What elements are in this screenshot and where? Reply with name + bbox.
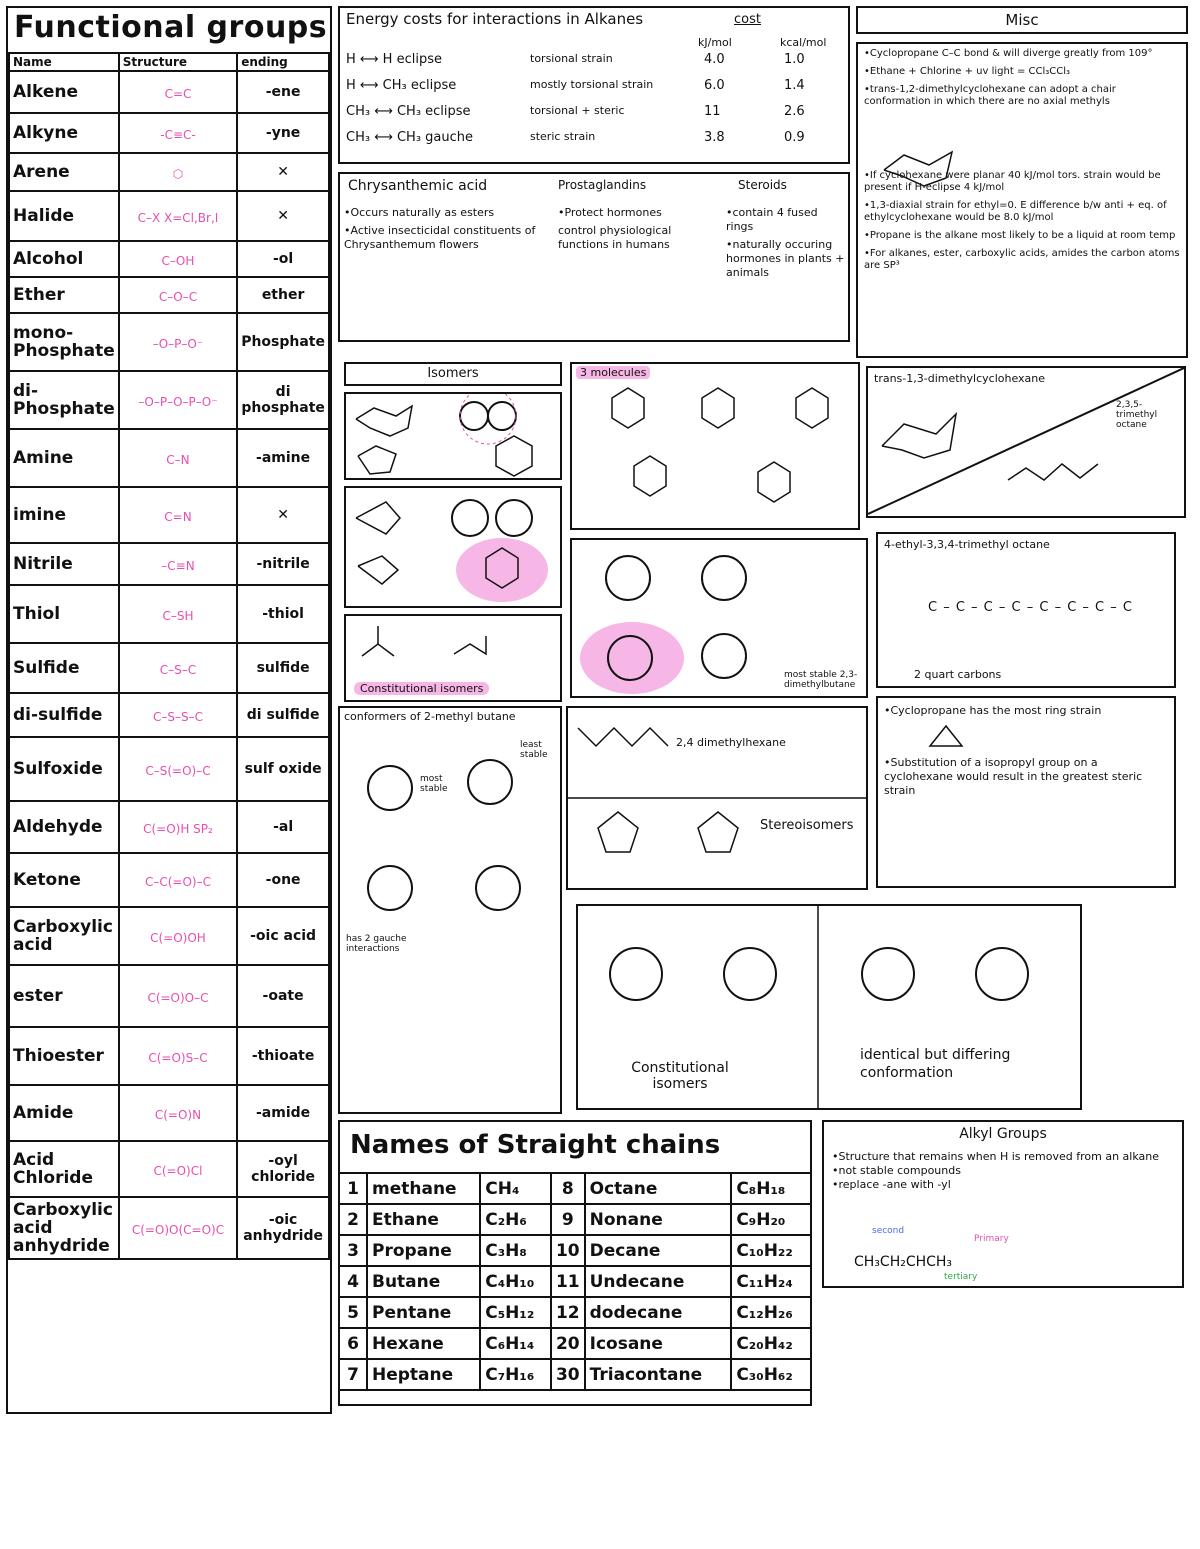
functional-group-ending: sulfide: [237, 643, 329, 693]
chain-number: 8: [551, 1173, 585, 1204]
functional-group-name: Sulfoxide: [9, 737, 119, 801]
functional-group-ending: -amide: [237, 1085, 329, 1141]
energy-kj: 6.0: [704, 78, 725, 93]
conformers-title: conformers of 2-methyl butane: [344, 710, 516, 723]
functional-group-ending: ✕: [237, 153, 329, 191]
functional-group-row: [9, 1197, 329, 1259]
newman-comparison-box: [576, 904, 1082, 1110]
structure-text: C(=O)S–C: [148, 1050, 208, 1065]
functional-group-row: [9, 487, 329, 543]
functional-group-structure: [119, 643, 237, 693]
structure-text: –C≡N: [161, 558, 195, 573]
functional-group-ending: -amine: [237, 429, 329, 487]
column-header-structure: Structure: [119, 53, 237, 71]
trimethyl-octane-label: 2,3,5-trimethyl octane: [1116, 400, 1158, 430]
isomers-box-2: [344, 486, 562, 608]
chain-number: 5: [339, 1297, 367, 1328]
chain-formula: C₅H₁₂: [480, 1297, 551, 1328]
energy-costs-title: Energy costs for interactions in Alkanes: [346, 10, 644, 28]
misc-note: •trans-1,2-dimethylcyclohexane can adopt a chair conformation in which there are no axial methyls: [864, 84, 1116, 107]
misc-title: Misc: [1005, 11, 1039, 29]
energy-interaction: H ⟷ CH₃ eclipse: [346, 78, 457, 93]
chain-name: Hexane: [367, 1328, 480, 1359]
energy-kj: 4.0: [704, 52, 725, 67]
structure-text: C–O–C: [158, 289, 198, 304]
structure-text: C–N: [166, 452, 190, 467]
kj-unit: kJ/mol: [698, 36, 732, 49]
chain-number: 4: [339, 1266, 367, 1297]
energy-costs-panel: [338, 6, 850, 164]
prostaglandins-title: Prostaglandins: [558, 178, 647, 192]
natural-product-note: control physiological functions in humans: [558, 224, 672, 251]
isomer-drawings-1: [346, 394, 560, 478]
functional-group-ending: -al: [237, 801, 329, 853]
functional-group-name: Arene: [9, 153, 119, 191]
energy-type: torsional + steric: [530, 104, 625, 117]
cyclopropane-drawing: [926, 722, 966, 750]
functional-group-row: [9, 191, 329, 241]
functional-group-row: [9, 737, 329, 801]
functional-group-name: Carboxylic acid: [9, 907, 119, 965]
functional-group-row: [9, 71, 329, 113]
chain-name: methane: [367, 1173, 480, 1204]
dimethylhexane-drawings: [568, 708, 866, 888]
functional-group-row: [9, 429, 329, 487]
chain-name: Pentane: [367, 1297, 480, 1328]
functional-group-name: Acid Chloride: [9, 1141, 119, 1197]
misc-note: •If cyclohexane were planar 40 kJ/mol tors. strain would be present if H-eclipse 4 kJ/mol: [864, 170, 1161, 193]
trans-13-drawings: [868, 368, 1184, 516]
functional-group-ending: ether: [237, 277, 329, 313]
gauche-note: has 2 gauche interactions: [346, 934, 407, 954]
functional-group-row: [9, 907, 329, 965]
isomers-title-box: [344, 362, 562, 386]
alkyl-note: •replace -ane with -yl: [832, 1178, 951, 1191]
chain-number: 3: [339, 1235, 367, 1266]
dimethylhexane-box: [566, 706, 868, 890]
chain-row: [339, 1173, 811, 1204]
functional-group-structure: [119, 1085, 237, 1141]
functional-group-name: Alkyne: [9, 113, 119, 153]
structure-text: C(=O)Cl: [153, 1163, 203, 1178]
functional-group-row: [9, 543, 329, 585]
energy-type: mostly torsional strain: [530, 78, 654, 91]
chain-formula: C₁₂H₂₆: [731, 1297, 811, 1328]
natural-products-panel: [338, 172, 850, 342]
straight-chains-table: [338, 1172, 812, 1391]
functional-group-name: ester: [9, 965, 119, 1027]
structure-text: C–C(=O)–C: [144, 874, 211, 889]
energy-type: torsional strain: [530, 52, 613, 65]
structure-text: C–S(=O)–C: [145, 763, 211, 778]
functional-group-structure: [119, 585, 237, 643]
quart-carbons-label: 2 quart carbons: [914, 668, 1002, 681]
constitutional-isomers-caption: Constitutional isomers: [631, 1060, 729, 1092]
functional-group-structure: [119, 853, 237, 907]
chain-number: 11: [551, 1266, 585, 1297]
functional-groups-title: Functional groups: [14, 10, 328, 45]
chain-number: 20: [551, 1328, 585, 1359]
energy-type: steric strain: [530, 130, 596, 143]
functional-group-row: [9, 801, 329, 853]
alkyl-formula: CH₃CH₂CHCH₃: [854, 1254, 953, 1270]
functional-group-name: Amine: [9, 429, 119, 487]
most-stable-23-label: most stable 2,3-dimethylbutane: [784, 670, 858, 690]
energy-kj: 3.8: [704, 130, 725, 145]
chain-formula: C₁₀H₂₂: [731, 1235, 811, 1266]
steroids-notes: [726, 206, 846, 284]
chain-name: Decane: [585, 1235, 732, 1266]
chain-name: Undecane: [585, 1266, 732, 1297]
chain-formula: CH₄: [480, 1173, 551, 1204]
kcal-unit: kcal/mol: [780, 36, 827, 49]
functional-group-row: [9, 241, 329, 277]
natural-product-note: •contain 4 fused rings: [726, 206, 818, 233]
structure-text: C(=O)O(C=O)C: [131, 1222, 225, 1237]
chain-formula: C₁₁H₂₄: [731, 1266, 811, 1297]
functional-group-structure: [119, 191, 237, 241]
chain-row: [339, 1359, 811, 1390]
structure-text: C–S–S–C: [152, 709, 203, 724]
chain-formula: C₂₀H₄₂: [731, 1328, 811, 1359]
chain-name: Heptane: [367, 1359, 480, 1390]
chain-name: Triacontane: [585, 1359, 732, 1390]
chain-formula: C₄H₁₀: [480, 1266, 551, 1297]
functional-group-ending: -oyl chloride: [237, 1141, 329, 1197]
functional-group-row: [9, 1085, 329, 1141]
structure-text: C(=O)OH: [150, 930, 206, 945]
alkyl-groups-panel: [822, 1120, 1184, 1288]
functional-group-row: [9, 585, 329, 643]
functional-group-ending: Phosphate: [237, 313, 329, 371]
structure-text: C=N: [164, 509, 192, 524]
functional-group-name: Thioester: [9, 1027, 119, 1085]
functional-group-structure: [119, 965, 237, 1027]
functional-group-name: Alkene: [9, 71, 119, 113]
chain-row: [339, 1204, 811, 1235]
chrysanthemic-title: Chrysanthemic acid: [348, 178, 488, 194]
straight-chains-title: Names of Straight chains: [350, 1130, 721, 1160]
chair-drawing: [874, 140, 964, 200]
functional-group-ending: di phosphate: [237, 371, 329, 429]
alkyl-notes: [832, 1150, 1159, 1192]
trans-13-title: trans-1,3-dimethylcyclohexane: [874, 372, 1046, 385]
chain-number: 10: [551, 1235, 585, 1266]
structure-text: C–OH: [161, 253, 195, 268]
chain-number: 12: [551, 1297, 585, 1328]
three-molecules-label: 3 molecules: [576, 366, 650, 379]
misc-title-box: [856, 6, 1188, 34]
cyclopropane-notes-box: [876, 696, 1176, 888]
functional-group-ending: -one: [237, 853, 329, 907]
ethyl-trimethyl-box: [876, 532, 1176, 688]
functional-group-ending: -oate: [237, 965, 329, 1027]
benzene-drawings: [572, 364, 858, 528]
column-header-ending: ending: [237, 53, 329, 71]
functional-group-structure: [119, 71, 237, 113]
chain-formula: C₂H₆: [480, 1204, 551, 1235]
natural-product-note: •Protect hormones: [558, 206, 662, 219]
functional-group-row: [9, 113, 329, 153]
functional-group-structure: [119, 429, 237, 487]
functional-group-structure: [119, 153, 237, 191]
alkyl-note: •Structure that remains when H is removed from an alkane: [832, 1150, 1160, 1163]
functional-group-row: [9, 1141, 329, 1197]
functional-group-row: [9, 693, 329, 737]
functional-group-name: Nitrile: [9, 543, 119, 585]
functional-group-ending: -ol: [237, 241, 329, 277]
chain-row: [339, 1235, 811, 1266]
functional-group-structure: [119, 113, 237, 153]
cyclopropane-note: •Cyclopropane has the most ring strain: [884, 704, 1102, 717]
three-molecules-box: [570, 362, 860, 530]
functional-group-structure: [119, 693, 237, 737]
energy-kcal: 1.4: [784, 78, 805, 93]
primary-label: Primary: [974, 1234, 1009, 1244]
functional-group-structure: [119, 313, 237, 371]
functional-group-row: [9, 313, 329, 371]
structure-text: –O–P–O⁻: [152, 336, 204, 351]
functional-group-name: Aldehyde: [9, 801, 119, 853]
conformers-box: [338, 706, 562, 1114]
functional-group-name: Thiol: [9, 585, 119, 643]
misc-note: •Ethane + Chlorine + uv light = CCl₃CCl₃: [864, 66, 1071, 77]
functional-group-row: [9, 643, 329, 693]
functional-group-ending: ✕: [237, 487, 329, 543]
chain-name: Icosane: [585, 1328, 732, 1359]
functional-group-structure: [119, 487, 237, 543]
chain-number: 1: [339, 1173, 367, 1204]
functional-group-ending: -thioate: [237, 1027, 329, 1085]
chain-name: dodecane: [585, 1297, 732, 1328]
chain-number: 9: [551, 1204, 585, 1235]
functional-group-ending: -oic acid: [237, 907, 329, 965]
functional-group-name: Alcohol: [9, 241, 119, 277]
energy-kcal: 0.9: [784, 130, 805, 145]
functional-group-name: Sulfide: [9, 643, 119, 693]
stereoisomers-label: Stereoisomers: [760, 818, 854, 833]
structure-text: C–X X=Cl,Br,I: [137, 210, 219, 225]
chain-formula: C₇H₁₆: [480, 1359, 551, 1390]
table-header-row: [9, 53, 329, 71]
functional-group-ending: -yne: [237, 113, 329, 153]
ethyl-trimethyl-formula: C – C – C – C – C – C – C – C: [928, 600, 1133, 615]
structure-text: -C≡C-: [160, 127, 196, 142]
ketone-aldehyde-drawings: [346, 616, 560, 676]
isomers-box-3: [344, 614, 562, 702]
misc-panel: [856, 42, 1188, 358]
functional-group-structure: [119, 737, 237, 801]
prostaglandins-notes: [558, 206, 718, 256]
functional-group-name: mono-Phosphate: [9, 313, 119, 371]
functional-group-ending: -nitrile: [237, 543, 329, 585]
energy-kj: 11: [704, 104, 721, 119]
functional-group-name: di-sulfide: [9, 693, 119, 737]
column-header-name: Name: [9, 53, 119, 71]
energy-kcal: 2.6: [784, 104, 805, 119]
functional-group-name: imine: [9, 487, 119, 543]
structure-text: C–S–C: [159, 662, 197, 677]
functional-group-name: Ether: [9, 277, 119, 313]
structure-text: –O–P–O–P–O⁻: [138, 394, 218, 409]
functional-group-structure: [119, 371, 237, 429]
chain-number: 2: [339, 1204, 367, 1235]
functional-group-name: Halide: [9, 191, 119, 241]
functional-group-structure: [119, 241, 237, 277]
alkyl-note: •not stable compounds: [832, 1164, 961, 1177]
chain-formula: C₈H₁₈: [731, 1173, 811, 1204]
chain-number: 30: [551, 1359, 585, 1390]
functional-group-name: Carboxylic acid anhydride: [9, 1197, 119, 1259]
cost-label: cost: [734, 12, 761, 27]
newman-projections-box: [570, 538, 868, 698]
natural-product-note: •naturally occuring hormones in plants + animals: [726, 238, 845, 279]
functional-group-ending: sulf oxide: [237, 737, 329, 801]
functional-group-name: Amide: [9, 1085, 119, 1141]
chain-formula: C₃₀H₆₂: [731, 1359, 811, 1390]
chain-name: Nonane: [585, 1204, 732, 1235]
functional-group-structure: [119, 801, 237, 853]
misc-note: •For alkanes, ester, carboxylic acids, amides the carbon atoms are SP³: [864, 248, 1180, 271]
functional-group-name: Ketone: [9, 853, 119, 907]
misc-note: •Cyclopropane C–C bond & will diverge greatly from 109°: [864, 48, 1153, 59]
chain-number: 7: [339, 1359, 367, 1390]
chain-row: [339, 1297, 811, 1328]
functional-group-row: [9, 371, 329, 429]
chain-row: [339, 1328, 811, 1359]
functional-group-structure: [119, 277, 237, 313]
isomers-title: Isomers: [427, 366, 479, 381]
functional-group-row: [9, 965, 329, 1027]
identical-caption: identical but differing conformation: [860, 1047, 1011, 1081]
structure-text: C–SH: [162, 608, 194, 623]
chain-name: Propane: [367, 1235, 480, 1266]
structure-text: C(=O)O–C: [147, 990, 209, 1005]
structure-text: C=C: [164, 86, 192, 101]
functional-group-ending: -thiol: [237, 585, 329, 643]
structure-text: C(=O)N: [154, 1107, 202, 1122]
natural-product-note: •Active insecticidal constituents of Chrysanthemum flowers: [344, 224, 536, 251]
chain-name: Butane: [367, 1266, 480, 1297]
ethyl-trimethyl-title: 4-ethyl-3,3,4-trimethyl octane: [884, 538, 1050, 551]
most-stable-label: most stable: [420, 774, 448, 794]
secondary-label: second: [872, 1226, 905, 1236]
functional-group-row: [9, 153, 329, 191]
energy-kcal: 1.0: [784, 52, 805, 67]
chain-formula: C₉H₂₀: [731, 1204, 811, 1235]
functional-group-ending: ✕: [237, 191, 329, 241]
energy-interaction: H ⟷ H eclipse: [346, 52, 442, 67]
functional-groups-table: [8, 52, 330, 1260]
steroids-title: Steroids: [738, 178, 787, 192]
structure-text: C(=O)H SP₂: [143, 821, 213, 836]
trans-13-box: [866, 366, 1186, 518]
tertiary-label: tertiary: [944, 1272, 978, 1282]
energy-interaction: CH₃ ⟷ CH₃ gauche: [346, 130, 474, 145]
functional-group-ending: -oic anhydride: [237, 1197, 329, 1259]
functional-group-row: [9, 277, 329, 313]
chain-formula: C₃H₈: [480, 1235, 551, 1266]
isomers-box-1: [344, 392, 562, 480]
functional-group-name: di-Phosphate: [9, 371, 119, 429]
chain-formula: C₆H₁₄: [480, 1328, 551, 1359]
alkyl-groups-title: Alkyl Groups: [959, 1126, 1047, 1142]
isopropyl-note: •Substitution of a isopropyl group on a cyclohexane would result in the greatest steric strain: [884, 756, 1143, 797]
natural-product-note: •Occurs naturally as esters: [344, 206, 495, 219]
functional-group-structure: [119, 907, 237, 965]
chain-row: [339, 1266, 811, 1297]
misc-note: •Propane is the alkane most likely to be a liquid at room temp: [864, 230, 1176, 241]
dimethylhexane-label: 2,4 dimethylhexane: [676, 736, 786, 749]
functional-group-ending: -ene: [237, 71, 329, 113]
functional-group-ending: di sulfide: [237, 693, 329, 737]
energy-interaction: CH₃ ⟷ CH₃ eclipse: [346, 104, 471, 119]
chain-name: Ethane: [367, 1204, 480, 1235]
functional-group-row: [9, 853, 329, 907]
constitutional-isomers-label: Constitutional isomers: [354, 682, 489, 695]
functional-group-structure: [119, 1027, 237, 1085]
chain-number: 6: [339, 1328, 367, 1359]
functional-group-row: [9, 1027, 329, 1085]
isomer-drawings-2: [346, 488, 560, 606]
functional-group-structure: [119, 543, 237, 585]
least-stable-label: least stable: [520, 740, 548, 760]
functional-group-structure: [119, 1197, 237, 1259]
misc-note: •1,3-diaxial strain for ethyl=0. E difference b/w anti + eq. of ethylcyclohexane would be 8.0 kJ/mol: [864, 200, 1167, 223]
structure-text: ⬡: [172, 166, 184, 181]
functional-group-structure: [119, 1141, 237, 1197]
chain-name: Octane: [585, 1173, 732, 1204]
chrysanthemic-notes: [344, 206, 544, 256]
conformer-newmans: [340, 708, 560, 1112]
